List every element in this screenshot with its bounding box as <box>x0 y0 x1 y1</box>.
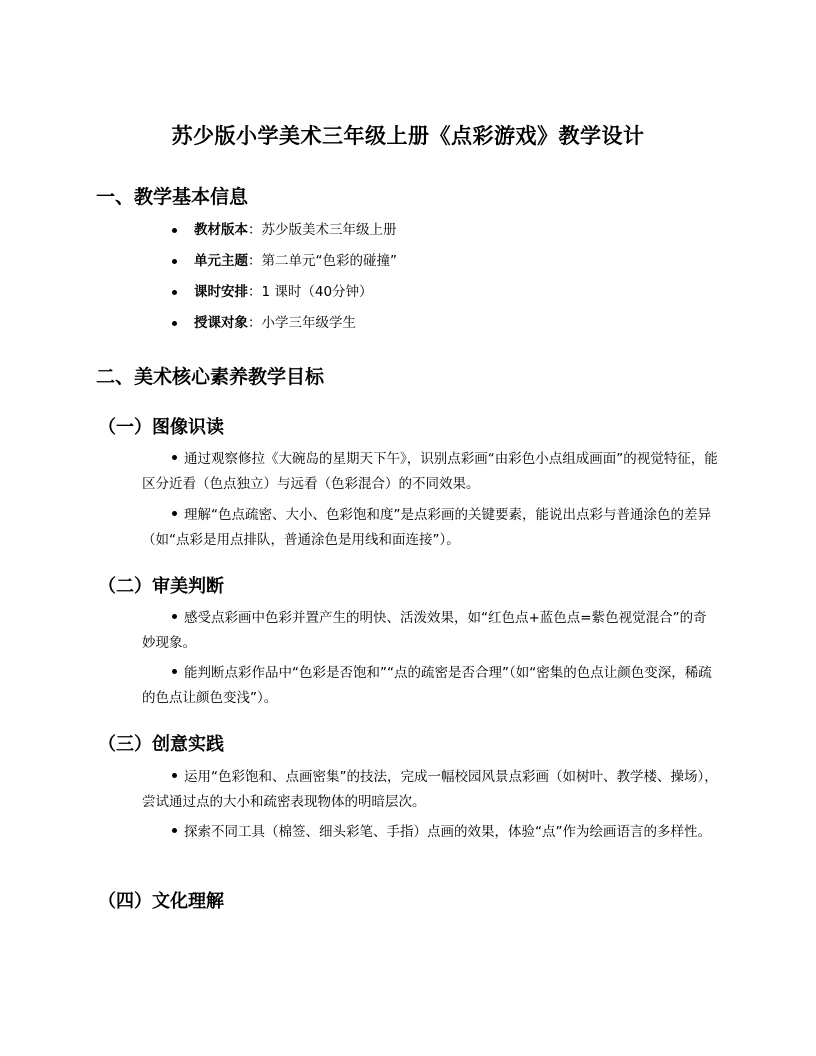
paragraph-text: 理解“色点疏密、大小、色彩饱和度”是点彩画的关键要素，能说出点彩与普通涂色的差异（如“点彩是用点排队，普通涂色是用线和面连接”）。 <box>142 507 711 548</box>
bullet-icon <box>172 455 177 460</box>
bullet-icon <box>172 773 177 778</box>
list-item <box>170 219 397 250</box>
item-value: ：1 课时（40分钟） <box>248 284 373 300</box>
section-heading-objectives: 二、美术核心素养教学目标 <box>96 366 325 388</box>
bullet-icon <box>172 511 177 516</box>
list-item <box>170 281 397 312</box>
paragraph <box>142 503 720 553</box>
item-value: ：第二单元“色彩的碰撞” <box>248 253 397 269</box>
item-key: 教材版本 <box>194 222 248 238</box>
bullet-icon <box>172 614 177 619</box>
document-title: 苏少版小学美术三年级上册《点彩游戏》教学设计 <box>171 123 645 148</box>
bullet-icon <box>172 228 177 233</box>
item-key: 单元主题 <box>194 253 248 269</box>
bullet-icon <box>172 321 177 326</box>
paragraph-text: 运用“色彩饱和、点画密集”的技法，完成一幅校园风景点彩画（如树叶、教学楼、操场），尝试通过点的大小和疏密表现物体的明暗层次。 <box>142 769 718 810</box>
list-item <box>170 250 397 281</box>
subsection-heading-image-reading: （一）图像识读 <box>98 417 224 438</box>
paragraph-text: 感受点彩画中色彩并置产生的明快、活泼效果，如“红色点+蓝色点=紫色视觉混合”的奇妙现象。 <box>142 610 707 651</box>
item-key: 课时安排 <box>194 284 248 300</box>
bullet-icon <box>172 259 177 264</box>
bullet-icon <box>172 669 177 674</box>
section-heading-basic-info: 一、教学基本信息 <box>96 186 249 208</box>
paragraph-text: 探索不同工具（棉签、细头彩笔、手指）点画的效果，体验“点”作为绘画语言的多样性。 <box>184 824 711 840</box>
paragraph-text: 能判断点彩作品中“色彩是否饱和”“点的疏密是否合理”（如“密集的色点让颜色变深，稀疏的色点让颜色变浅”）。 <box>142 665 712 706</box>
paragraph <box>142 820 720 845</box>
paragraph <box>142 661 720 711</box>
paragraph <box>142 765 720 815</box>
bullet-icon <box>172 290 177 295</box>
subsection-heading-aesthetic-judgment: （二）审美判断 <box>98 576 224 597</box>
subsection-heading-creative-practice: （三）创意实践 <box>98 734 224 755</box>
bullet-icon <box>172 828 177 833</box>
basic-info-list <box>170 219 397 343</box>
item-value: ：苏少版美术三年级上册 <box>248 222 397 238</box>
list-item <box>170 312 397 343</box>
item-value: ：小学三年级学生 <box>248 315 356 331</box>
paragraph <box>142 606 720 656</box>
subsection-heading-cultural-understanding: （四）文化理解 <box>98 891 224 912</box>
paragraph-text: 通过观察修拉《大碗岛的星期天下午》，识别点彩画“由彩色小点组成画面”的视觉特征，能区分近看（色点独立）与远看（色彩混合）的不同效果。 <box>142 451 718 492</box>
paragraph <box>142 447 720 497</box>
item-key: 授课对象 <box>194 315 248 331</box>
